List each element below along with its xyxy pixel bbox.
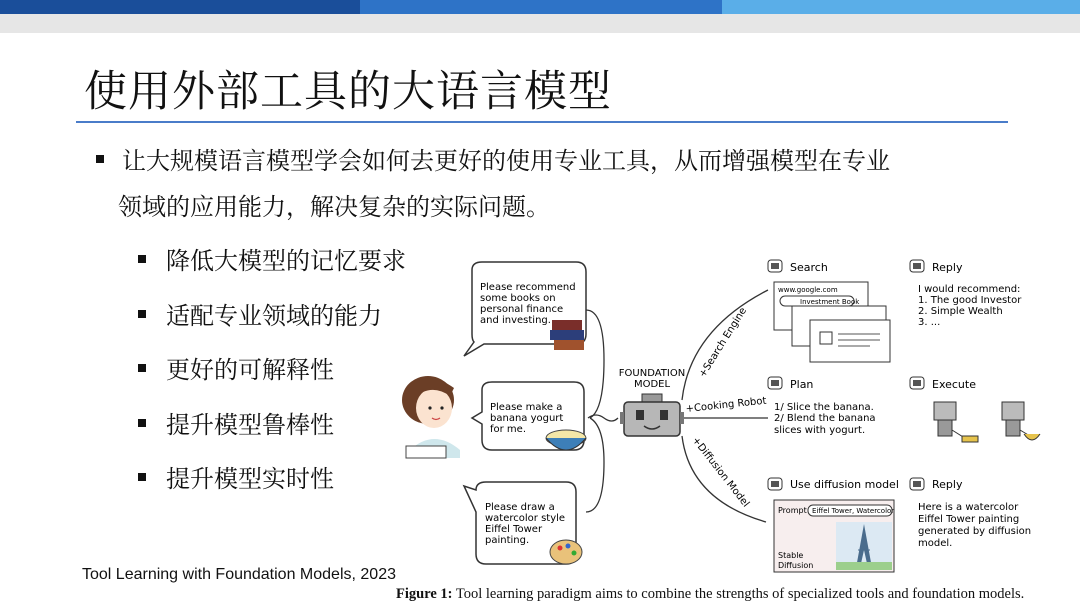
bullet-square-icon — [138, 310, 146, 318]
model-label-line: FOUNDATION — [618, 368, 686, 379]
slide-title: 使用外部工具的大语言模型 — [84, 67, 612, 117]
sub-bullet: 提升模型鲁棒性 — [138, 405, 334, 440]
top-color-bar — [0, 0, 1080, 14]
edge-cooking-robot: +Cooking Robot — [685, 395, 767, 415]
reply-panel-1 — [910, 260, 1022, 328]
bubble-yogurt — [472, 382, 586, 450]
plan-panel — [768, 377, 876, 436]
robot-arm-icon — [934, 402, 1040, 442]
top-bar-segment-dark — [0, 0, 360, 14]
figure-caption — [396, 586, 1024, 603]
plan-line: 2/ Blend the banana — [774, 413, 876, 424]
search-box-text: Investment Book — [800, 298, 860, 306]
reply2-label: Reply — [932, 478, 963, 491]
reply1-line: 1. The good Investor — [918, 295, 1022, 306]
diffusion-panel — [768, 478, 899, 572]
bubble-painting-line: painting. — [485, 535, 530, 546]
robot-icon — [620, 394, 684, 436]
execute-panel — [910, 377, 1040, 442]
stable-diffusion-line: Stable — [778, 551, 804, 560]
eiffel-tower-image — [836, 522, 892, 570]
caption-label: Figure 1: — [396, 586, 453, 602]
bubble-books-line: Please recommend — [480, 282, 576, 293]
bullet-square-icon — [138, 255, 146, 263]
bubble-yogurt-line: for me. — [490, 424, 527, 435]
bubble-books-line: personal finance — [480, 304, 564, 315]
books-icon — [550, 320, 584, 350]
main-bullet-line2: 领域的应用能力，解决复杂的实际问题。 — [118, 193, 550, 221]
reply1-label: Reply — [932, 261, 963, 274]
title-underline — [76, 121, 1008, 123]
search-url: www.google.com — [778, 286, 838, 294]
bullet-square-icon — [138, 419, 146, 427]
sub-bullet: 降低大模型的记忆要求 — [138, 241, 406, 276]
execute-label: Execute — [932, 378, 976, 391]
bullet-square-icon — [96, 155, 104, 163]
bullet-square-icon — [138, 473, 146, 481]
reply-panel-2 — [910, 478, 1031, 549]
bubble-books-line: some books on — [480, 293, 556, 304]
sub-bullet: 更好的可解释性 — [138, 350, 334, 385]
stable-diffusion-line: Diffusion — [778, 561, 814, 570]
edge-diffusion-model: +Diffusion Model — [689, 435, 752, 510]
tool-learning-figure — [390, 250, 1070, 580]
caption-text: Tool learning paradigm aims to combine the strengths of specialized tools and foundation models. — [452, 586, 1025, 602]
prompt-text: Eiffel Tower, Watercolor — [812, 507, 895, 515]
bubble-books-line: and investing. — [480, 315, 551, 326]
prompt-label: Prompt — [778, 506, 807, 515]
bubble-painting-line: Please draw a — [485, 502, 555, 513]
citation: Tool Learning with Foundation Models, 2023 — [82, 566, 396, 583]
bubble-painting — [464, 482, 582, 564]
user-avatar-icon — [402, 376, 460, 458]
reply2-line: model. — [918, 538, 953, 549]
main-bullet-line1: 让大规模语言模型学会如何去更好的使用专业工具，从而增强模型在专业 — [122, 147, 890, 175]
model-label-line: MODEL — [633, 379, 671, 390]
header-gray-band — [0, 14, 1080, 33]
top-bar-segment-light — [722, 0, 1080, 14]
bubble-painting-line: watercolor style — [485, 513, 566, 524]
edge-search-engine: +Search Engine — [697, 305, 750, 380]
sub-bullet: 提升模型实时性 — [138, 459, 334, 494]
reply2-line: Eiffel Tower painting — [918, 514, 1020, 525]
plan-line: slices with yogurt. — [774, 425, 866, 436]
search-panel — [768, 260, 890, 362]
top-bar-segment-mid — [360, 0, 722, 14]
search-label: Search — [790, 261, 828, 274]
bullet-square-icon — [138, 364, 146, 372]
main-bullet — [96, 138, 996, 230]
palette-icon — [550, 540, 582, 564]
reply1-line: 2. Simple Wealth — [918, 306, 1003, 317]
reply2-line: Here is a watercolor — [918, 502, 1019, 513]
bubble-painting-line: Eiffel Tower — [485, 524, 543, 535]
plan-label: Plan — [790, 378, 814, 391]
reply1-line: 3. ... — [918, 317, 941, 328]
sub-bullet: 适配专业领域的能力 — [138, 296, 382, 331]
reply1-line: I would recommend: — [918, 284, 1021, 295]
plan-line: 1/ Slice the banana. — [774, 402, 874, 413]
bubble-yogurt-line: Please make a — [490, 402, 563, 413]
diffusion-label: Use diffusion model — [790, 478, 899, 491]
bubble-yogurt-line: banana yogurt — [490, 413, 564, 424]
reply2-line: generated by diffusion — [918, 526, 1032, 537]
bubble-books — [464, 262, 586, 356]
